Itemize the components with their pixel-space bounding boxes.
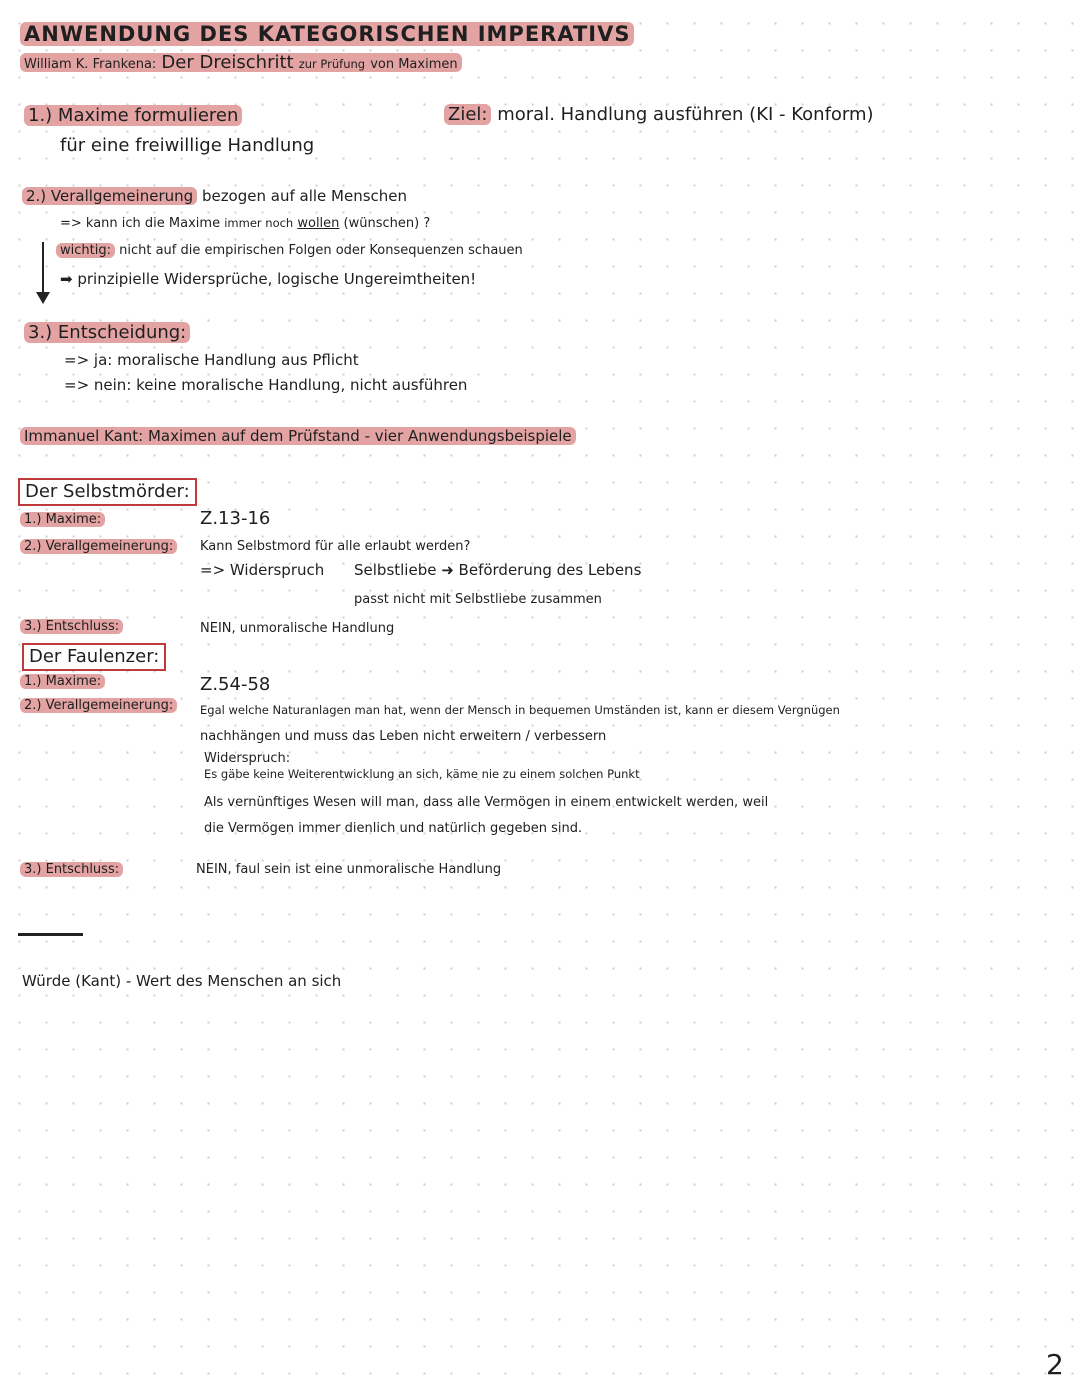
principle-note: ➡ prinzipielle Widersprüche, logische Ungereimtheiten! — [60, 270, 477, 288]
ex1-ref: Z.13-16 — [200, 508, 271, 529]
step1-label: 1.) Maxime formulieren — [24, 105, 242, 127]
ex2-line5: Als vernünftiges Wesen will man, dass alle Vermögen in einem entwickelt werden, weil — [204, 795, 769, 810]
step2-question: => kann ich die Maxime immer noch wollen (wünschen) ? — [60, 216, 431, 231]
ex1-line1: Kann Selbstmord für alle erlaubt werden? — [200, 539, 471, 554]
wichtig-note: wichtig: nicht auf die empirischen Folgen oder Konsequenzen schauen — [56, 243, 523, 259]
down-arrow-icon — [36, 292, 50, 304]
ex1-line2a: => Widerspruch — [200, 561, 325, 579]
step1-sub: für eine freiwillige Handlung — [60, 135, 315, 156]
ex1-maxime-label: 1.) Maxime: — [20, 512, 105, 528]
ex1-entschluss-label: 3.) Entschluss: — [20, 619, 123, 635]
down-arrow-line — [42, 242, 44, 294]
ex2-maxime-label: 1.) Maxime: — [20, 674, 105, 690]
ex1-line2b: Selbstliebe ➜ Beförderung des Lebens — [354, 561, 642, 579]
ex1-decision: NEIN, unmoralische Handlung — [200, 621, 395, 636]
ex1-verall-label: 2.) Verallgemeinerung: — [20, 539, 177, 555]
ex2-line3: Widerspruch: — [204, 751, 291, 766]
goal: Ziel: moral. Handlung ausführen (KI - Konform) — [444, 104, 874, 126]
page-title: ANWENDUNG DES KATEGORISCHEN IMPERATIVS — [20, 22, 634, 47]
page-number: 2 — [1046, 1348, 1064, 1381]
subtitle: William K. Frankena: Der Dreischritt zur Prüfung von Maximen — [20, 52, 462, 74]
example-selbstmoerder-title: Der Selbstmörder: — [18, 478, 197, 506]
ex2-ref: Z.54-58 — [200, 674, 271, 695]
ex2-decision: NEIN, faul sein ist eine unmoralische Handlung — [196, 862, 502, 877]
divider — [18, 933, 83, 936]
ex2-verall-label: 2.) Verallgemeinerung: — [20, 698, 177, 714]
ex2-entschluss-label: 3.) Entschluss: — [20, 862, 123, 878]
ex2-line6: die Vermögen immer dienlich und natürlich gegeben sind. — [204, 821, 583, 836]
kant-heading: Immanuel Kant: Maximen auf dem Prüfstand - vier Anwendungsbeispiele — [20, 427, 576, 445]
step3-no: => nein: keine moralische Handlung, nicht ausführen — [64, 376, 468, 394]
ex2-line2: nachhängen und muss das Leben nicht erweitern / verbessern — [200, 729, 607, 744]
example-faulenzer-title: Der Faulenzer: — [22, 643, 166, 671]
ex2-line4: Es gäbe keine Weiterentwicklung an sich, käme nie zu einem solchen Punkt — [204, 767, 640, 781]
ex2-line1: Egal welche Naturanlagen man hat, wenn der Mensch in bequemen Umständen ist, kann er diesem Vergnügen — [200, 703, 840, 717]
step3-label: 3.) Entscheidung: — [24, 322, 190, 344]
ex1-line3: passt nicht mit Selbstliebe zusammen — [354, 592, 602, 607]
step2-label: 2.) Verallgemeinerung bezogen auf alle Menschen — [22, 187, 407, 205]
step3-yes: => ja: moralische Handlung aus Pflicht — [64, 351, 359, 369]
footer-note: Würde (Kant) - Wert des Menschen an sich — [22, 972, 342, 990]
